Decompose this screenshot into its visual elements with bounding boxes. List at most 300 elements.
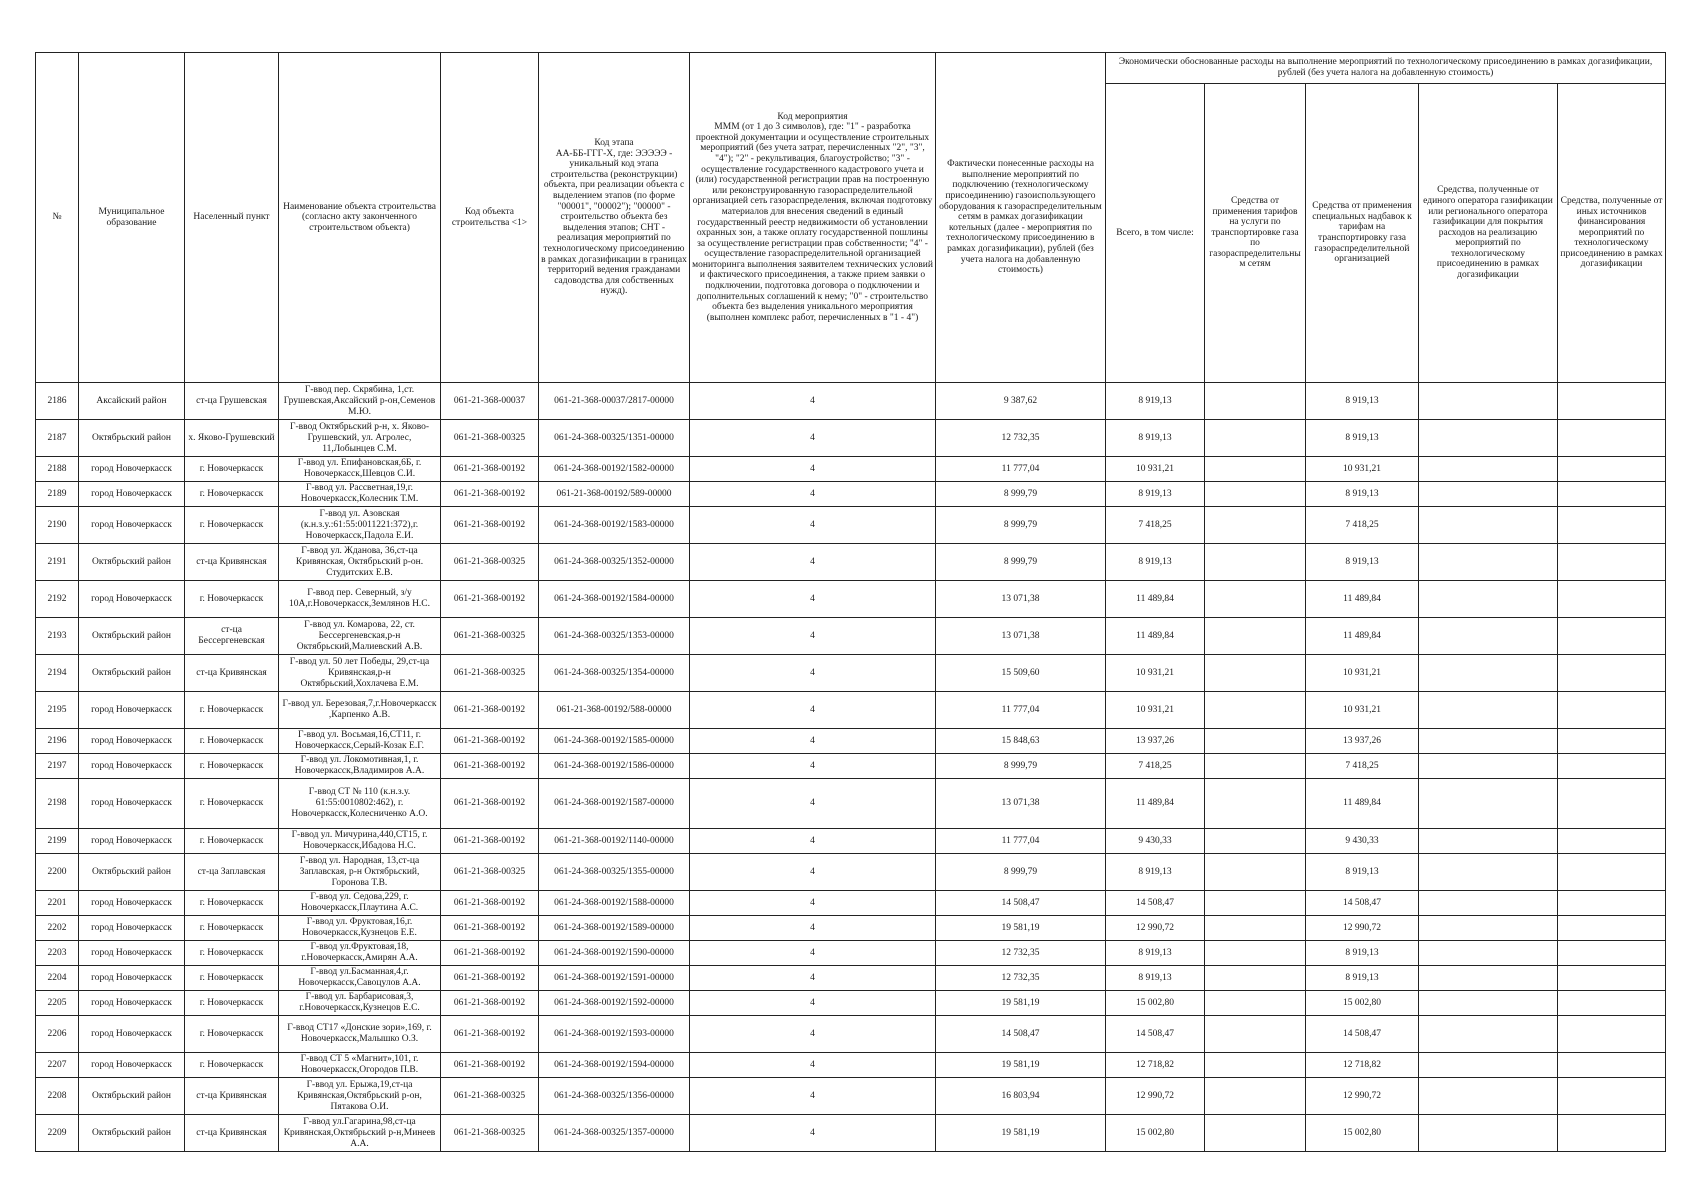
cell-object-name: Г-ввод ул. Епифановская,6Б, г. Новочеркасск,Шевцов С.И.	[279, 457, 441, 482]
header-actual-costs: Фактически понесенные расходы на выполнение мероприятий по подключению (технологическому присоединению) газоиспользующего оборудования к газораспределительным сетям в рамках догазификации котельных (далее - мероприятия по технологическому присоединению в рамках догазификации), рублей (без учета налога на добавленную стоимость)	[936, 53, 1106, 383]
cell-event-code: 4	[690, 457, 936, 482]
cell-operator-funds	[1419, 991, 1558, 1016]
cell-object-code: 061-21-368-00192	[441, 692, 539, 729]
cell-municipality: Октябрьский район	[79, 618, 185, 655]
cell-operator-funds	[1419, 1053, 1558, 1078]
cell-operator-funds	[1419, 692, 1558, 729]
cell-other-funds	[1558, 754, 1666, 779]
cell-municipality: Октябрьский район	[79, 1115, 185, 1152]
cell-other-funds	[1558, 618, 1666, 655]
table-row	[36, 457, 1666, 482]
cell-number: 2188	[36, 457, 79, 482]
table-row	[36, 916, 1666, 941]
cell-operator-funds	[1419, 655, 1558, 692]
cell-total: 8 919,13	[1106, 383, 1205, 420]
cell-operator-funds	[1419, 420, 1558, 457]
cell-total: 15 002,80	[1106, 991, 1205, 1016]
cell-other-funds	[1558, 891, 1666, 916]
cell-object-code: 061-21-368-00192	[441, 941, 539, 966]
table-row	[36, 581, 1666, 618]
cell-event-code: 4	[690, 482, 936, 507]
cell-object-name: Г-ввод ул. Седова,229, г. Новочеркасск,Плаутина А.С.	[279, 891, 441, 916]
cell-settlement: ст-ца Заплавская	[185, 854, 279, 891]
cell-surcharge-funds: 10 931,21	[1306, 457, 1419, 482]
table-header	[36, 53, 1666, 383]
cell-object-name: Г-ввод СТ № 110 (к.н.з.у. 61:55:0010802:462), г. Новочеркасск,Колесниченко А.О.	[279, 779, 441, 829]
cell-event-code: 4	[690, 729, 936, 754]
header-stage-code-description: АА-ББ-ГГГ-Х, где: ЭЭЭЭЭ - уникальный код этапа строительства (реконструкции) объекта, при реализации объекта с выделением этапов (по форме "00001", "00002"); "00000" - строительство объекта без выделения этапов; СНТ - реализация мероприятий по технологическому присоединению в рамках догазификации в границах территорий ведения гражданами садоводства для собственных нужд).	[541, 148, 687, 297]
cell-municipality: город Новочеркасск	[79, 891, 185, 916]
cell-actual-costs: 19 581,19	[936, 916, 1106, 941]
cell-event-code: 4	[690, 692, 936, 729]
cell-total: 12 718,82	[1106, 1053, 1205, 1078]
cell-other-funds	[1558, 507, 1666, 544]
cell-operator-funds	[1419, 754, 1558, 779]
cell-number: 2194	[36, 655, 79, 692]
cell-tariff-funds	[1205, 457, 1306, 482]
cell-municipality: Аксайский район	[79, 383, 185, 420]
cell-other-funds	[1558, 383, 1666, 420]
cell-stage-code: 061-24-368-00192/1589-00000	[539, 916, 690, 941]
header-surcharge-funds: Средства от применения специальных надбавок к тарифам на транспортировку газа газораспределительной организацией	[1306, 84, 1419, 383]
table-row	[36, 754, 1666, 779]
cell-surcharge-funds: 7 418,25	[1306, 507, 1419, 544]
cell-other-funds	[1558, 941, 1666, 966]
header-event-code-title: Код мероприятия	[777, 111, 848, 122]
cell-event-code: 4	[690, 916, 936, 941]
cell-number: 2191	[36, 544, 79, 581]
cell-actual-costs: 12 732,35	[936, 420, 1106, 457]
cell-stage-code: 061-24-368-00192/1583-00000	[539, 507, 690, 544]
cell-surcharge-funds: 12 718,82	[1306, 1053, 1419, 1078]
cell-other-funds	[1558, 1115, 1666, 1152]
cell-tariff-funds	[1205, 507, 1306, 544]
cell-stage-code: 061-24-368-00192/1588-00000	[539, 891, 690, 916]
cell-object-name: Г-ввод Октябрьский р-н, х. Яково-Грушевский, ул. Агролес, 11,Лобынцев С.М.	[279, 420, 441, 457]
cell-other-funds	[1558, 655, 1666, 692]
cell-other-funds	[1558, 457, 1666, 482]
cell-object-name: Г-ввод пер. Скрябина, 1,ст. Грушевская,Аксайский р-он,Семенов М.Ю.	[279, 383, 441, 420]
cell-surcharge-funds: 15 002,80	[1306, 991, 1419, 1016]
cell-object-code: 061-21-368-00192	[441, 891, 539, 916]
cell-municipality: город Новочеркасск	[79, 1053, 185, 1078]
gasification-costs-table	[35, 52, 1666, 1152]
cell-tariff-funds	[1205, 1115, 1306, 1152]
cell-total: 10 931,21	[1106, 655, 1205, 692]
cell-stage-code: 061-24-368-00325/1353-00000	[539, 618, 690, 655]
cell-other-funds	[1558, 1016, 1666, 1053]
cell-number: 2198	[36, 779, 79, 829]
cell-operator-funds	[1419, 829, 1558, 854]
cell-actual-costs: 9 387,62	[936, 383, 1106, 420]
cell-total: 8 919,13	[1106, 482, 1205, 507]
cell-surcharge-funds: 10 931,21	[1306, 655, 1419, 692]
cell-tariff-funds	[1205, 991, 1306, 1016]
cell-tariff-funds	[1205, 544, 1306, 581]
cell-municipality: Октябрьский район	[79, 854, 185, 891]
cell-settlement: ст-ца Кривянская	[185, 655, 279, 692]
header-stage-code	[539, 53, 690, 383]
cell-event-code: 4	[690, 544, 936, 581]
cell-stage-code: 061-21-368-00192/589-00000	[539, 482, 690, 507]
cell-municipality: город Новочеркасск	[79, 966, 185, 991]
cell-tariff-funds	[1205, 1078, 1306, 1115]
table-row	[36, 779, 1666, 829]
cell-tariff-funds	[1205, 1016, 1306, 1053]
cell-operator-funds	[1419, 507, 1558, 544]
cell-other-funds	[1558, 581, 1666, 618]
cell-stage-code: 061-24-368-00192/1590-00000	[539, 941, 690, 966]
cell-municipality: город Новочеркасск	[79, 457, 185, 482]
cell-actual-costs: 19 581,19	[936, 1115, 1106, 1152]
cell-object-name: Г-ввод ул.Гагарина,98,ст-ца Кривянская,Октябрьский р-н,Минеев А.А.	[279, 1115, 441, 1152]
cell-municipality: Октябрьский район	[79, 420, 185, 457]
cell-settlement: г. Новочеркасск	[185, 941, 279, 966]
cell-object-code: 061-21-368-00192	[441, 581, 539, 618]
cell-settlement: г. Новочеркасск	[185, 829, 279, 854]
cell-event-code: 4	[690, 581, 936, 618]
cell-object-code: 061-21-368-00037	[441, 383, 539, 420]
cell-other-funds	[1558, 729, 1666, 754]
cell-settlement: г. Новочеркасск	[185, 482, 279, 507]
cell-number: 2186	[36, 383, 79, 420]
cell-object-name: Г-ввод ул. Барбарисовая,3, г.Новочеркасск,Кузнецов Е.С.	[279, 991, 441, 1016]
cell-municipality: город Новочеркасск	[79, 482, 185, 507]
cell-object-name: Г-ввод ул. Ерыжа,19,ст-ца Кривянская,Октябрьский р-он, Пятакова О.И.	[279, 1078, 441, 1115]
cell-tariff-funds	[1205, 829, 1306, 854]
cell-tariff-funds	[1205, 729, 1306, 754]
header-total: Всего, в том числе:	[1106, 84, 1205, 383]
cell-event-code: 4	[690, 655, 936, 692]
cell-object-name: Г-ввод СТ17 «Донские зори»,169, г. Новочеркасск,Малышко О.З.	[279, 1016, 441, 1053]
cell-object-name: Г-ввод ул. Рассветная,19,г. Новочеркасск,Колесник Т.М.	[279, 482, 441, 507]
cell-settlement: ст-ца Кривянская	[185, 544, 279, 581]
cell-stage-code: 061-21-368-00037/2817-00000	[539, 383, 690, 420]
cell-event-code: 4	[690, 1078, 936, 1115]
header-event-code-description: МММ (от 1 до 3 символов), где: "1" - разработка проектной документации и осуществление строительных мероприятий (без учета затрат, перечисленных "2", "3", "4"); "2" - рекультивация, благоустройство; "3" - осуществление государственного кадастрового учета и (или) государственной регистрации прав на построенную или реконструированную газораспределительной организацией сеть газораспределения, включая подготовку материалов для внесения сведений в единый государственный реестр недвижимости об установлении охранных зон, а также оплату государственной пошлины за осуществление регистрации прав собственности; "4" - осуществление газораспределительной организацией мониторинга выполнения заявителем технических условий и фактического присоединения, а также прием заявки о подключении, подготовка договора о подключении и дополнительных соглашений к нему; "0" - строительство объекта без выделения уникального мероприятия (выполнен комплекс работ, перечисленных в "1 - 4")	[692, 122, 933, 323]
cell-other-funds	[1558, 544, 1666, 581]
cell-event-code: 4	[690, 941, 936, 966]
cell-municipality: город Новочеркасск	[79, 754, 185, 779]
cell-tariff-funds	[1205, 1053, 1306, 1078]
cell-surcharge-funds: 12 990,72	[1306, 1078, 1419, 1115]
cell-stage-code: 061-24-368-00192/1586-00000	[539, 754, 690, 779]
table-row	[36, 1016, 1666, 1053]
cell-operator-funds	[1419, 1016, 1558, 1053]
cell-stage-code: 061-24-368-00192/1582-00000	[539, 457, 690, 482]
cell-object-name: Г-ввод ул. Комарова, 22, ст. Бессергеневская,р-н Октябрьский,Малиевский А.В.	[279, 618, 441, 655]
cell-object-code: 061-21-368-00325	[441, 544, 539, 581]
cell-stage-code: 061-24-368-00325/1351-00000	[539, 420, 690, 457]
cell-operator-funds	[1419, 891, 1558, 916]
cell-number: 2193	[36, 618, 79, 655]
table-row	[36, 729, 1666, 754]
cell-object-code: 061-21-368-00192	[441, 754, 539, 779]
cell-stage-code: 061-24-368-00325/1352-00000	[539, 544, 690, 581]
cell-event-code: 4	[690, 507, 936, 544]
cell-total: 7 418,25	[1106, 754, 1205, 779]
cell-number: 2195	[36, 692, 79, 729]
table-row	[36, 383, 1666, 420]
cell-object-code: 061-21-368-00192	[441, 729, 539, 754]
cell-actual-costs: 8 999,79	[936, 854, 1106, 891]
table-row	[36, 507, 1666, 544]
cell-surcharge-funds: 10 931,21	[1306, 692, 1419, 729]
cell-total: 14 508,47	[1106, 891, 1205, 916]
cell-operator-funds	[1419, 1078, 1558, 1115]
cell-actual-costs: 19 581,19	[936, 1053, 1106, 1078]
cell-number: 2187	[36, 420, 79, 457]
cell-number: 2201	[36, 891, 79, 916]
cell-municipality: Октябрьский район	[79, 655, 185, 692]
header-municipality: Муниципальное образование	[79, 53, 185, 383]
cell-tariff-funds	[1205, 692, 1306, 729]
cell-actual-costs: 13 071,38	[936, 618, 1106, 655]
cell-object-name: Г-ввод ул. Народная, 13,ст-ца Заплавская, р-н Октябрьский, Горонова Т.В.	[279, 854, 441, 891]
cell-tariff-funds	[1205, 420, 1306, 457]
cell-number: 2204	[36, 966, 79, 991]
cell-event-code: 4	[690, 829, 936, 854]
cell-municipality: Октябрьский район	[79, 1078, 185, 1115]
cell-operator-funds	[1419, 779, 1558, 829]
cell-stage-code: 061-24-368-00192/1593-00000	[539, 1016, 690, 1053]
header-economic-costs-group: Экономически обоснованные расходы на выполнение мероприятий по технологическому присоединению в рамках догазификации, рублей (без учета налога на добавленную стоимость)	[1106, 53, 1666, 84]
cell-object-code: 061-21-368-00192	[441, 507, 539, 544]
cell-stage-code: 061-21-368-00192/588-00000	[539, 692, 690, 729]
cell-stage-code: 061-24-368-00192/1584-00000	[539, 581, 690, 618]
cell-operator-funds	[1419, 482, 1558, 507]
cell-surcharge-funds: 12 990,72	[1306, 916, 1419, 941]
header-stage-code-title: Код этапа	[594, 138, 634, 149]
cell-actual-costs: 11 777,04	[936, 692, 1106, 729]
cell-stage-code: 061-24-368-00325/1357-00000	[539, 1115, 690, 1152]
cell-municipality: город Новочеркасск	[79, 916, 185, 941]
cell-operator-funds	[1419, 729, 1558, 754]
cell-number: 2189	[36, 482, 79, 507]
table-row	[36, 966, 1666, 991]
cell-total: 7 418,25	[1106, 507, 1205, 544]
cell-event-code: 4	[690, 891, 936, 916]
cell-total: 8 919,13	[1106, 941, 1205, 966]
cell-stage-code: 061-24-368-00325/1355-00000	[539, 854, 690, 891]
table-row	[36, 854, 1666, 891]
cell-total: 9 430,33	[1106, 829, 1205, 854]
cell-actual-costs: 8 999,79	[936, 754, 1106, 779]
cell-event-code: 4	[690, 1053, 936, 1078]
cell-surcharge-funds: 14 508,47	[1306, 1016, 1419, 1053]
cell-settlement: г. Новочеркасск	[185, 991, 279, 1016]
cell-total: 15 002,80	[1106, 1115, 1205, 1152]
header-other-funds: Средства, полученные от иных источников финансирования мероприятий по технологическому присоединению в рамках догазификации	[1558, 84, 1666, 383]
cell-surcharge-funds: 11 489,84	[1306, 581, 1419, 618]
header-number: №	[36, 53, 79, 383]
cell-tariff-funds	[1205, 482, 1306, 507]
cell-settlement: ст-ца Кривянская	[185, 1115, 279, 1152]
cell-operator-funds	[1419, 581, 1558, 618]
cell-total: 10 931,21	[1106, 692, 1205, 729]
cell-tariff-funds	[1205, 916, 1306, 941]
cell-municipality: город Новочеркасск	[79, 779, 185, 829]
header-settlement: Населенный пункт	[185, 53, 279, 383]
cell-actual-costs: 15 848,63	[936, 729, 1106, 754]
cell-operator-funds	[1419, 916, 1558, 941]
cell-municipality: город Новочеркасск	[79, 829, 185, 854]
cell-surcharge-funds: 8 919,13	[1306, 482, 1419, 507]
cell-object-code: 061-21-368-00192	[441, 829, 539, 854]
cell-tariff-funds	[1205, 581, 1306, 618]
cell-number: 2203	[36, 941, 79, 966]
cell-other-funds	[1558, 779, 1666, 829]
table-row	[36, 941, 1666, 966]
cell-number: 2207	[36, 1053, 79, 1078]
cell-total: 8 919,13	[1106, 854, 1205, 891]
cell-number: 2202	[36, 916, 79, 941]
cell-stage-code: 061-21-368-00192/1140-00000	[539, 829, 690, 854]
cell-object-name: Г-ввод ул.Басманная,4,г. Новочеркасск,Савоцулов А.А.	[279, 966, 441, 991]
cell-municipality: город Новочеркасск	[79, 1016, 185, 1053]
header-row-top	[36, 53, 1666, 84]
cell-actual-costs: 12 732,35	[936, 941, 1106, 966]
cell-total: 12 990,72	[1106, 916, 1205, 941]
cell-stage-code: 061-24-368-00192/1591-00000	[539, 966, 690, 991]
cell-actual-costs: 11 777,04	[936, 457, 1106, 482]
cell-other-funds	[1558, 916, 1666, 941]
cell-event-code: 4	[690, 779, 936, 829]
cell-stage-code: 061-24-368-00192/1592-00000	[539, 991, 690, 1016]
cell-total: 14 508,47	[1106, 1016, 1205, 1053]
cell-object-name: Г-ввод ул. Березовая,7,г.Новочеркасск ,Карпенко А.В.	[279, 692, 441, 729]
table-row	[36, 891, 1666, 916]
cell-tariff-funds	[1205, 618, 1306, 655]
cell-operator-funds	[1419, 941, 1558, 966]
cell-total: 11 489,84	[1106, 618, 1205, 655]
header-object-code: Код объекта строительства <1>	[441, 53, 539, 383]
cell-object-code: 061-21-368-00192	[441, 966, 539, 991]
cell-event-code: 4	[690, 966, 936, 991]
cell-object-name: Г-ввод пер. Северный, з/у 10А,г.Новочеркасск,Землянов Н.С.	[279, 581, 441, 618]
cell-object-name: Г-ввод ул. 50 лет Победы, 29,ст-ца Кривянская,р-н Октябрьский,Хохлачева Е.М.	[279, 655, 441, 692]
cell-total: 8 919,13	[1106, 544, 1205, 581]
cell-surcharge-funds: 8 919,13	[1306, 854, 1419, 891]
cell-other-funds	[1558, 482, 1666, 507]
table-row	[36, 991, 1666, 1016]
cell-settlement: г. Новочеркасск	[185, 729, 279, 754]
cell-total: 13 937,26	[1106, 729, 1205, 754]
cell-settlement: ст-ца Кривянская	[185, 1078, 279, 1115]
cell-surcharge-funds: 8 919,13	[1306, 941, 1419, 966]
cell-actual-costs: 14 508,47	[936, 1016, 1106, 1053]
header-operator-funds: Средства, полученные от единого оператора газификации или регионального оператора газификации для покрытия расходов на реализацию мероприятий по технологическому присоединению в рамках догазификации	[1419, 84, 1558, 383]
cell-number: 2190	[36, 507, 79, 544]
cell-number: 2205	[36, 991, 79, 1016]
cell-number: 2196	[36, 729, 79, 754]
cell-settlement: г. Новочеркасск	[185, 754, 279, 779]
cell-stage-code: 061-24-368-00325/1356-00000	[539, 1078, 690, 1115]
cell-settlement: ст-ца Бессергеневская	[185, 618, 279, 655]
cell-surcharge-funds: 9 430,33	[1306, 829, 1419, 854]
cell-other-funds	[1558, 966, 1666, 991]
cell-total: 10 931,21	[1106, 457, 1205, 482]
cell-object-name: Г-ввод ул. Жданова, 36,ст-ца Кривянская, Октябрьский р-он. Студитских Е.В.	[279, 544, 441, 581]
cell-municipality: город Новочеркасск	[79, 692, 185, 729]
cell-tariff-funds	[1205, 383, 1306, 420]
cell-actual-costs: 11 777,04	[936, 829, 1106, 854]
cell-object-code: 061-21-368-00192	[441, 1053, 539, 1078]
cell-tariff-funds	[1205, 754, 1306, 779]
header-tariff-funds: Средства от применения тарифов на услуги по транспортировке газа по газораспределительным сетям	[1205, 84, 1306, 383]
cell-settlement: г. Новочеркасск	[185, 581, 279, 618]
cell-object-code: 061-21-368-00192	[441, 779, 539, 829]
cell-settlement: г. Новочеркасск	[185, 1016, 279, 1053]
cell-event-code: 4	[690, 1016, 936, 1053]
cell-tariff-funds	[1205, 854, 1306, 891]
cell-other-funds	[1558, 420, 1666, 457]
cell-operator-funds	[1419, 618, 1558, 655]
cell-object-code: 061-21-368-00325	[441, 655, 539, 692]
cell-number: 2192	[36, 581, 79, 618]
cell-object-code: 061-21-368-00325	[441, 420, 539, 457]
cell-tariff-funds	[1205, 891, 1306, 916]
header-object-name: Наименование объекта строительства (согласно акту законченного строительством объекта)	[279, 53, 441, 383]
cell-stage-code: 061-24-368-00192/1594-00000	[539, 1053, 690, 1078]
cell-object-code: 061-21-368-00325	[441, 618, 539, 655]
cell-actual-costs: 12 732,35	[936, 966, 1106, 991]
cell-settlement: г. Новочеркасск	[185, 507, 279, 544]
cell-surcharge-funds: 8 919,13	[1306, 383, 1419, 420]
cell-event-code: 4	[690, 618, 936, 655]
cell-object-code: 061-21-368-00192	[441, 482, 539, 507]
cell-stage-code: 061-24-368-00325/1354-00000	[539, 655, 690, 692]
cell-other-funds	[1558, 854, 1666, 891]
cell-other-funds	[1558, 692, 1666, 729]
cell-stage-code: 061-24-368-00192/1587-00000	[539, 779, 690, 829]
cell-number: 2199	[36, 829, 79, 854]
cell-number: 2200	[36, 854, 79, 891]
cell-object-name: Г-ввод ул. Локомотивная,1, г. Новочеркасск,Владимиров А.А.	[279, 754, 441, 779]
cell-object-code: 061-21-368-00192	[441, 457, 539, 482]
cell-total: 11 489,84	[1106, 779, 1205, 829]
cell-operator-funds	[1419, 1115, 1558, 1152]
cell-actual-costs: 16 803,94	[936, 1078, 1106, 1115]
cell-number: 2208	[36, 1078, 79, 1115]
cell-total: 8 919,13	[1106, 420, 1205, 457]
cell-actual-costs: 8 999,79	[936, 507, 1106, 544]
cell-municipality: город Новочеркасск	[79, 941, 185, 966]
cell-settlement: г. Новочеркасск	[185, 692, 279, 729]
cell-number: 2209	[36, 1115, 79, 1152]
cell-surcharge-funds: 8 919,13	[1306, 420, 1419, 457]
cell-other-funds	[1558, 1053, 1666, 1078]
cell-actual-costs: 13 071,38	[936, 779, 1106, 829]
table-row	[36, 544, 1666, 581]
table-row	[36, 482, 1666, 507]
cell-event-code: 4	[690, 991, 936, 1016]
cell-other-funds	[1558, 1078, 1666, 1115]
cell-surcharge-funds: 11 489,84	[1306, 618, 1419, 655]
cell-settlement: г. Новочеркасск	[185, 779, 279, 829]
cell-object-name: Г-ввод ул.Фруктовая,18, г.Новочеркасск,Амирян А.А.	[279, 941, 441, 966]
cell-event-code: 4	[690, 1115, 936, 1152]
cell-operator-funds	[1419, 966, 1558, 991]
cell-tariff-funds	[1205, 941, 1306, 966]
cell-settlement: ст-ца Грушевская	[185, 383, 279, 420]
cell-object-code: 061-21-368-00325	[441, 1115, 539, 1152]
table-row	[36, 1053, 1666, 1078]
table-body	[36, 383, 1666, 1152]
cell-surcharge-funds: 8 919,13	[1306, 544, 1419, 581]
cell-settlement: г. Новочеркасск	[185, 1053, 279, 1078]
cell-settlement: х. Яково-Грушевский	[185, 420, 279, 457]
